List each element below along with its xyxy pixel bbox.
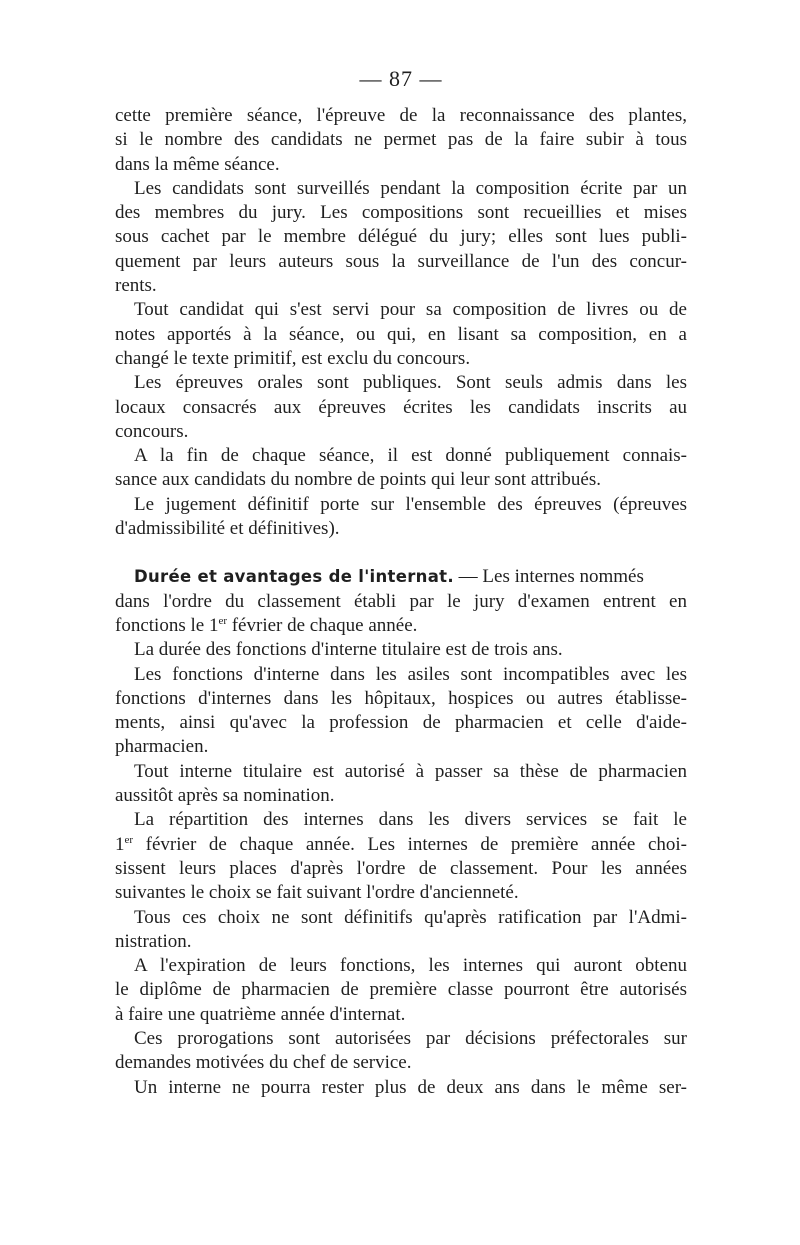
text-line: Les fonctions d'interne dans les asiles sont incompatibles avec les — [134, 663, 687, 685]
text-line: locaux consacrés aux épreuves écrites les candidats inscrits au — [115, 396, 687, 418]
ordinal-suffix: er — [124, 833, 134, 846]
text-line: d'admissibilité et définitives). — [115, 518, 340, 540]
text-line: si le nombre des candidats ne permet pas de la faire subir à tous — [115, 129, 687, 151]
text-line: le diplôme de pharmacien de première classe pourront être autorisés — [115, 979, 687, 1001]
document-page — [115, 62, 687, 1100]
text-segment: — Les internes nommés — [453, 566, 644, 588]
text-line: A la fin de chaque séance, il est donné publiquement connais- — [134, 445, 687, 467]
text-segment: février de chaque année. Les internes de première année choi- — [133, 833, 687, 855]
numeral: 1 — [208, 614, 219, 636]
text-line: La répartition des internes dans les divers services se fait le — [134, 809, 687, 831]
section-spacer — [115, 541, 687, 565]
text-line — [115, 614, 687, 638]
text-line: à faire une quatrième année d'internat. — [115, 1003, 406, 1025]
ordinal-suffix: er — [218, 614, 227, 627]
text-line: Ces prorogations sont autorisées par décisions préfectorales sur — [134, 1027, 687, 1049]
numeral: 1 — [115, 833, 125, 855]
text-line: fonctions d'internes dans les hôpitaux, hospices ou autres établisse- — [115, 687, 687, 709]
text-segment: fonctions le — [115, 614, 209, 636]
page-number: — 87 — — [359, 66, 443, 91]
text-line: pharmacien. — [115, 736, 209, 758]
text-line: changé le texte primitif, est exclu du concours. — [115, 347, 471, 369]
text-line: sous cachet par le membre délégué du jury; elles sont lues publi- — [115, 226, 687, 248]
text-segment: février de chaque année. — [226, 614, 418, 636]
section-heading: Durée et avantages de l'internat. — [134, 567, 454, 587]
text-line: concours. — [115, 420, 189, 442]
section-heading-line — [115, 565, 687, 589]
text-line: dans l'ordre du classement établi par le jury d'examen entrent en — [115, 590, 687, 612]
text-line: notes apportés à la séance, ou qui, en lisant sa composition, en a — [115, 323, 687, 345]
text-line: Tous ces choix ne sont définitifs qu'après ratification par l'Admi- — [134, 906, 687, 928]
text-line: aussitôt après sa nomination. — [115, 785, 335, 807]
text-line: Un interne ne pourra rester plus de deux ans dans le même ser- — [134, 1076, 687, 1098]
text-line: sance aux candidats du nombre de points qui leur sont attribués. — [115, 469, 601, 491]
text-line: Les épreuves orales sont publiques. Sont seuls admis dans les — [134, 372, 687, 394]
text-line: cette première séance, l'épreuve de la reconnaissance des plantes, — [115, 105, 687, 126]
text-line: des membres du jury. Les compositions sont recueillies et mises — [115, 202, 687, 224]
text-line — [115, 833, 687, 857]
text-line: Tout interne titulaire est autorisé à passer sa thèse de pharmacien — [134, 760, 687, 782]
text-line: dans la même séance. — [115, 153, 280, 175]
text-line: demandes motivées du chef de service. — [115, 1052, 412, 1074]
text-line: nistration. — [115, 930, 192, 952]
text-line: Tout candidat qui s'est servi pour sa composition de livres ou de — [134, 299, 687, 321]
text-line: La durée des fonctions d'interne titulaire est de trois ans. — [134, 639, 563, 661]
text-line: suivantes le choix se fait suivant l'ordre d'ancienneté. — [115, 882, 519, 904]
text-line: quement par leurs auteurs sous la surveillance de l'un des concur- — [115, 250, 687, 272]
text-line: Les candidats sont surveillés pendant la composition écrite par un — [134, 177, 687, 199]
text-line: ments, ainsi qu'avec la profession de pharmacien et celle d'aide- — [115, 712, 687, 734]
text-line: A l'expiration de leurs fonctions, les internes qui auront obtenu — [134, 955, 687, 977]
text-line: sissent leurs places d'après l'ordre de classement. Pour les années — [115, 857, 687, 879]
text-line: Le jugement définitif porte sur l'ensemble des épreuves (épreuves — [134, 493, 687, 515]
text-line: rents. — [115, 275, 157, 297]
